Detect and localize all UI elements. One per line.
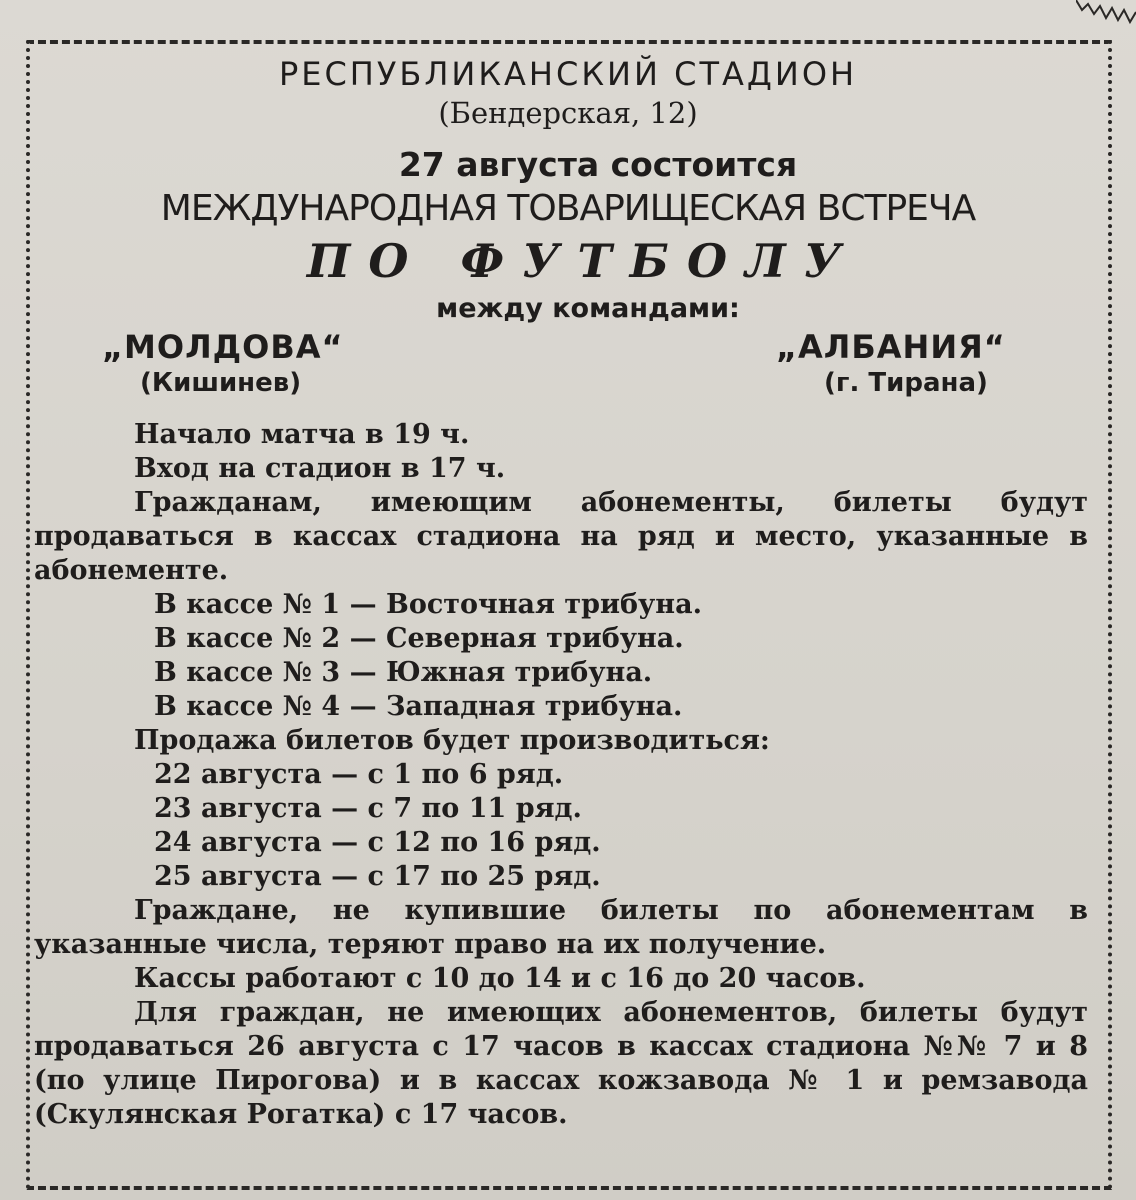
hours-paragraph: Кассы работают с 10 до 14 и с 16 до 20 часов. (134, 963, 866, 994)
sale-day-2: 23 августа — с 7 по 11 ряд. (154, 793, 582, 824)
team-home-city: (Кишинев) (140, 368, 302, 398)
sale-day-1: 22 августа — с 1 по 6 ряд. (154, 759, 564, 790)
subscription-paragraph: Гражданам, имеющим абонементы, билеты будут продаваться в кассах стадиона на ряд и место, указанные в абонементе. (34, 487, 1088, 586)
ticket-office-4: В кассе № 4 — Западная трибуна. (154, 691, 683, 722)
teams-row (34, 328, 1102, 418)
no-subscription-paragraph: Для граждан, не имеющих абонементов, билеты будут продаваться 26 августа с 17 часов в кассах стадиона №№ 7 и 8 (по улице Пирогова) и в кассах кожзавода № 1 и ремзавода (Скулянская Рогатка) с 17 часов. (34, 997, 1088, 1130)
between-teams-label: между командами: (436, 293, 740, 324)
team-away (776, 328, 1006, 400)
ad-body (34, 418, 1102, 1132)
stadium-address: (Бендерская, 12) (438, 96, 698, 130)
kickoff-time: Начало матча в 19 ч. (134, 419, 470, 450)
ticket-office-3: В кассе № 3 — Южная трибуна. (154, 657, 653, 688)
sport-title: ПО ФУТБОЛУ (306, 234, 860, 288)
team-home (102, 328, 344, 400)
warning-paragraph: Граждане, не купившие билеты по абонементам в указанные числа, теряют право на их получение. (34, 895, 1088, 960)
torn-edge (1076, 0, 1136, 26)
stadium-name: РЕСПУБЛИКАНСКИЙ СТАДИОН (278, 55, 858, 93)
team-home-name: „МОЛДОВА“ (102, 328, 344, 366)
team-away-name: „АЛБАНИЯ“ (776, 328, 1006, 366)
football-match-advertisement (34, 46, 1102, 1132)
sale-heading: Продажа билетов будет производиться: (134, 725, 770, 756)
ticket-office-2: В кассе № 2 — Северная трибуна. (154, 623, 684, 654)
sale-day-3: 24 августа — с 12 по 16 ряд. (154, 827, 601, 858)
ticket-office-1: В кассе № 1 — Восточная трибуна. (154, 589, 702, 620)
meeting-title: МЕЖДУНАРОДНАЯ ТОВАРИЩЕСКАЯ ВСТРЕЧА (160, 188, 976, 229)
team-away-city: (г. Тирана) (824, 368, 988, 398)
entry-time: Вход на стадион в 17 ч. (134, 453, 506, 484)
match-date-line: 27 августа состоится (398, 145, 798, 184)
sale-day-4: 25 августа — с 17 по 25 ряд. (154, 861, 601, 892)
